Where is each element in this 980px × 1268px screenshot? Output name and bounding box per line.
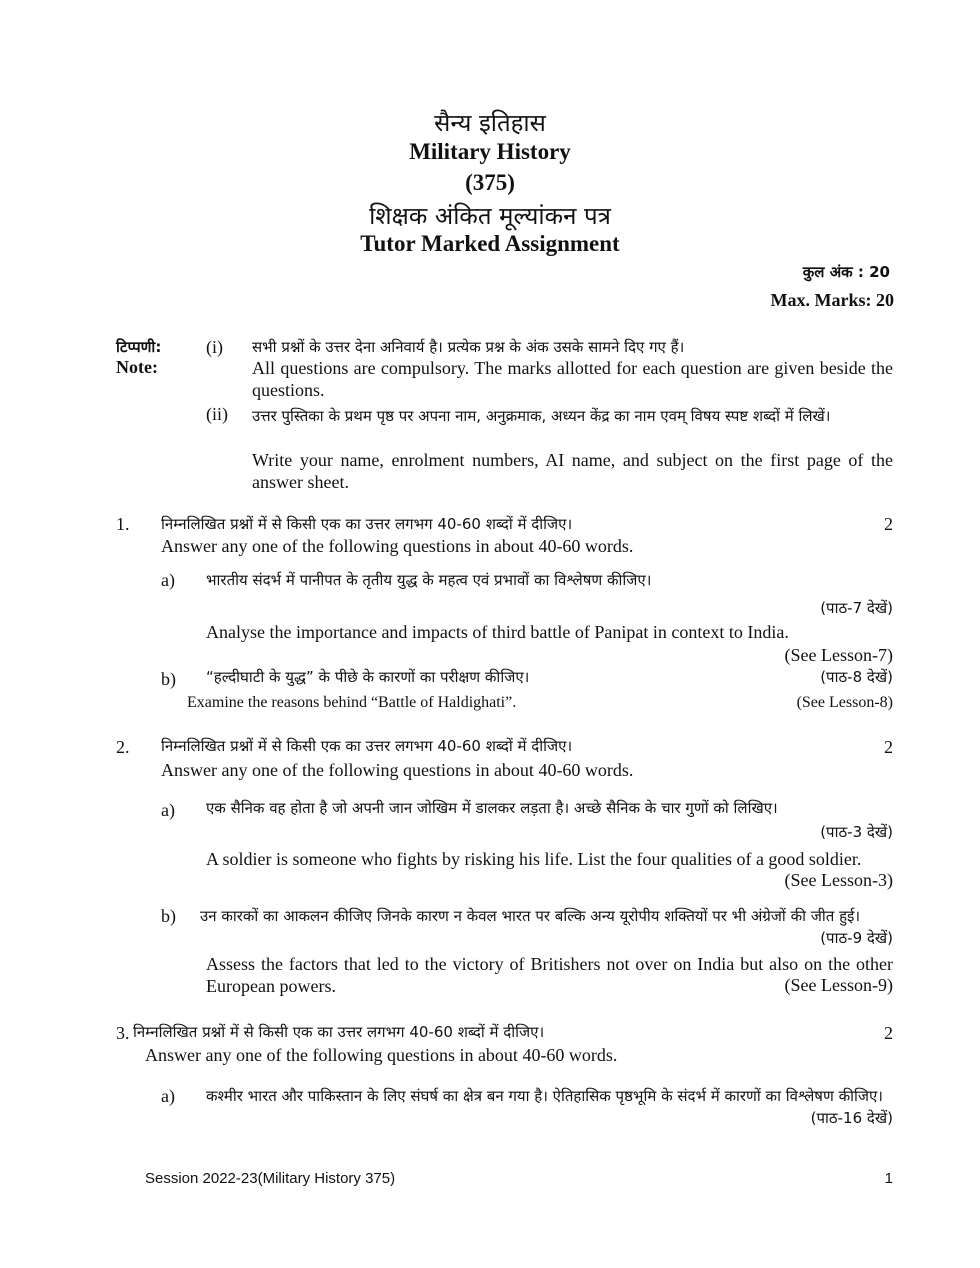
note-number: (i) [206, 337, 223, 357]
note-text-english: Write your name, enrolment numbers, AI name, and subject on the first page of the answer sheet. [252, 450, 893, 492]
lesson-reference-hindi: (पाठ-3 देखें) [820, 823, 893, 841]
note-text-hindi: उत्तर पुस्तिका के प्रथम पृष्ठ पर अपना नाम, अनुक्रमाक, अध्यन केंद्र का नाम एवम् विषय स्पष्ट शब्दों में लिखें। [252, 407, 831, 425]
question-number: 3. [116, 1023, 130, 1043]
question-instruction-english: Answer any one of the following questions in about 40-60 words. [161, 536, 634, 556]
part-label: b) [161, 669, 176, 689]
question-instruction-english: Answer any one of the following questions in about 40-60 words. [145, 1045, 618, 1065]
max-marks-english: Max. Marks: 20 [770, 290, 894, 310]
note-text-english: All questions are compulsory. The marks allotted for each question are given beside the questions. [252, 358, 893, 400]
part-label: a) [161, 800, 175, 820]
lesson-reference-english: (See Lesson-7) [784, 645, 893, 665]
question-marks: 2 [884, 1023, 893, 1043]
question-number: 2. [116, 737, 130, 757]
part-text-hindi: भारतीय संदर्भ में पानीपत के तृतीय युद्ध के महत्व एवं प्रभावों का विश्लेषण कीजिए। [206, 571, 652, 589]
lesson-reference-hindi: (पाठ-16 देखें) [810, 1109, 893, 1127]
note-label-english: Note: [116, 357, 158, 377]
title-hindi: सैन्य इतिहास [434, 109, 546, 137]
question-instruction-english: Answer any one of the following questions in about 40-60 words. [161, 760, 634, 780]
part-label: a) [161, 570, 175, 590]
lesson-reference-english: (See Lesson-8) [796, 694, 893, 711]
question-marks: 2 [884, 737, 893, 757]
note-number: (ii) [206, 404, 228, 424]
max-marks-hindi: कुल अंक : 20 [802, 263, 890, 281]
assignment-title-hindi: शिक्षक अंकित मूल्यांकन पत्र [369, 202, 611, 230]
title-english: Military History [409, 139, 571, 164]
part-label: b) [161, 906, 176, 926]
question-instruction-hindi: निम्नलिखित प्रश्नों में से किसी एक का उत्तर लगभग 40-60 शब्दों में दीजिए। [161, 737, 573, 755]
lesson-reference-english: (See Lesson-9) [784, 975, 893, 995]
part-text-hindi: उन कारकों का आकलन कीजिए जिनके कारण न केवल भारत पर बल्कि अन्य यूरोपीय शक्तियों पर भी अंग्रेजों की जीत हुई। [200, 907, 861, 925]
lesson-reference-hindi: (पाठ-9 देखें) [820, 929, 893, 947]
part-text-hindi: कश्मीर भारत और पाकिस्तान के लिए संघर्ष का क्षेत्र बन गया है। ऐतिहासिक पृष्ठभूमि के संदर्भ में कारणों का विश्लेषण कीजिए। [206, 1087, 883, 1105]
footer-session: Session 2022-23(Military History 375) [145, 1170, 396, 1187]
part-text-hindi: एक सैनिक वह होता है जो अपनी जान जोखिम में डालकर लड़ता है। अच्छे सैनिक के चार गुणों को लिखिए। [206, 799, 778, 817]
lesson-reference-english: (See Lesson-3) [784, 870, 893, 890]
part-text-hindi: “हल्दीघाटी के युद्ध” के पीछे के कारणों का परीक्षण कीजिए। [206, 668, 530, 686]
part-text-english: Assess the factors that led to the victory of Britishers not over on India but also on the other European powers. [206, 954, 893, 996]
note-label-hindi: टिप्पणी: [116, 338, 162, 356]
subject-code: (375) [465, 170, 515, 195]
lesson-reference-hindi: (पाठ-8 देखें) [820, 668, 893, 686]
assignment-title-english: Tutor Marked Assignment [360, 231, 620, 256]
part-text-english: Examine the reasons behind “Battle of Haldighati”. [187, 694, 517, 711]
lesson-reference-hindi: (पाठ-7 देखें) [820, 599, 893, 617]
part-text-english: Analyse the importance and impacts of third battle of Panipat in context to India. [206, 622, 789, 642]
page-number: 1 [884, 1170, 893, 1187]
part-label: a) [161, 1086, 175, 1106]
note-text-hindi: सभी प्रश्नों के उत्तर देना अनिवार्य है। प्रत्येक प्रश्न के अंक उसके सामने दिए गए हैं। [252, 338, 685, 356]
question-number: 1. [116, 514, 130, 534]
part-text-english: A soldier is someone who fights by risking his life. List the four qualities of a good soldier. [206, 849, 862, 869]
question-instruction-hindi: निम्नलिखित प्रश्नों में से किसी एक का उत्तर लगभग 40-60 शब्दों में दीजिए। [133, 1023, 545, 1041]
question-marks: 2 [884, 514, 893, 534]
question-instruction-hindi: निम्नलिखित प्रश्नों में से किसी एक का उत्तर लगभग 40-60 शब्दों में दीजिए। [161, 515, 573, 533]
